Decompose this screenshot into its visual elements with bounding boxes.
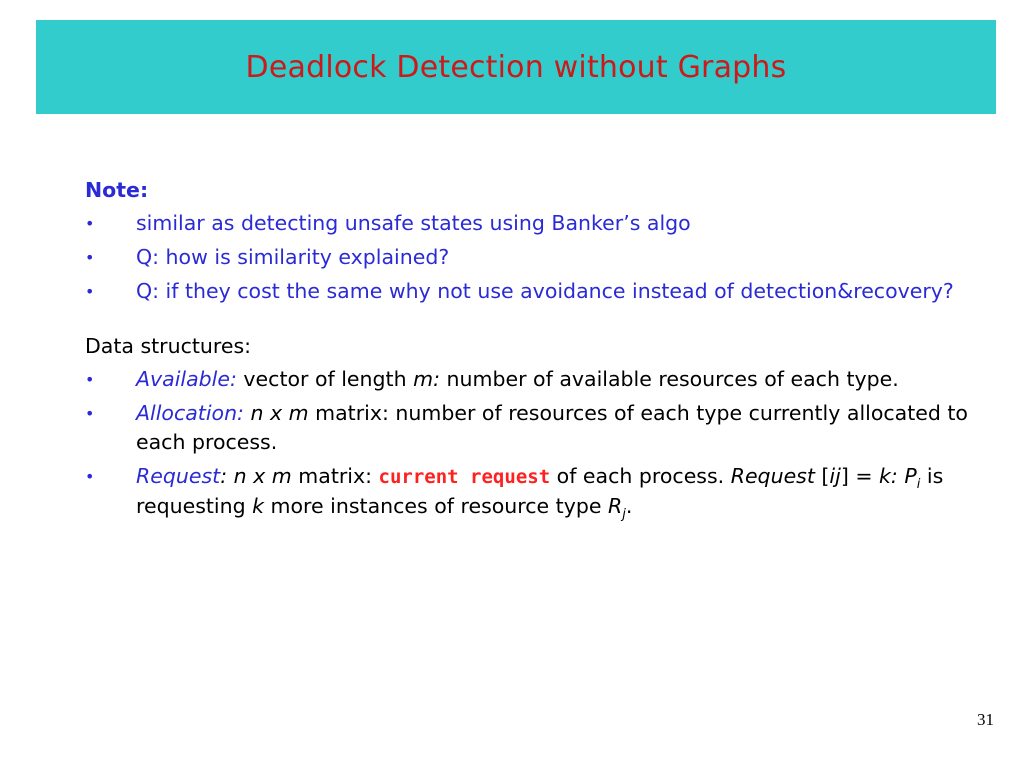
page-number: 31	[977, 710, 994, 729]
note-section	[85, 176, 980, 306]
slide-body	[85, 176, 980, 526]
bullet-icon: •	[85, 248, 95, 267]
request-index-ij: ij	[829, 464, 841, 488]
request-colon: :	[220, 464, 228, 488]
request-period: .	[625, 494, 633, 518]
request-text: of each process.	[550, 464, 731, 488]
note-item-text: Q: how is similarity explained?	[136, 245, 450, 269]
allocation-text: matrix: number of resources of each type currently allocated to each process.	[136, 401, 968, 454]
request-text: is requesting	[136, 464, 944, 518]
available-term: Available:	[136, 367, 237, 391]
available-text: number of available resources of each type.	[440, 367, 899, 391]
resource-subscript: j	[622, 507, 626, 523]
bullet-icon: •	[85, 467, 95, 486]
request-dims: n x m	[227, 464, 292, 488]
request-colon-2: :	[890, 464, 905, 488]
available-m: m:	[413, 367, 440, 391]
note-item-text: Q: if they cost the same why not use avoidance instead of detection&recovery?	[136, 279, 954, 303]
data-structures-list	[85, 365, 980, 521]
note-item	[85, 243, 980, 272]
available-text: vector of length	[236, 367, 414, 391]
request-index-open: [	[814, 464, 830, 488]
title-band	[36, 20, 996, 114]
resource-symbol: R	[607, 494, 623, 518]
request-index-close: ] =	[840, 464, 880, 488]
request-k: k	[879, 464, 891, 488]
request-term-2: Request	[730, 464, 815, 488]
allocation-dims: n x m	[243, 401, 309, 425]
note-heading: Note:	[85, 178, 149, 202]
allocation-item	[85, 399, 980, 457]
allocation-term: Allocation:	[136, 401, 244, 425]
bullet-icon: •	[85, 214, 95, 233]
process-subscript: i	[916, 477, 921, 493]
bullet-icon: •	[85, 404, 95, 423]
request-k-2: k	[252, 494, 265, 518]
note-item	[85, 209, 980, 238]
request-term: Request	[136, 464, 221, 488]
current-request-highlight: current request	[378, 466, 551, 488]
request-text: more instances of resource type	[264, 494, 608, 518]
slide-title: Deadlock Detection without Graphs	[245, 49, 787, 85]
data-structures-heading: Data structures:	[85, 334, 252, 358]
data-structures-section	[85, 332, 980, 521]
request-text: matrix:	[291, 464, 379, 488]
process-symbol: P	[904, 464, 917, 488]
bullet-icon: •	[85, 370, 95, 389]
request-item	[85, 462, 980, 521]
note-list	[85, 209, 980, 306]
note-item-text: similar as detecting unsafe states using Banker’s algo	[136, 211, 691, 235]
bullet-icon: •	[85, 282, 95, 301]
available-item	[85, 365, 980, 394]
note-item	[85, 277, 980, 306]
